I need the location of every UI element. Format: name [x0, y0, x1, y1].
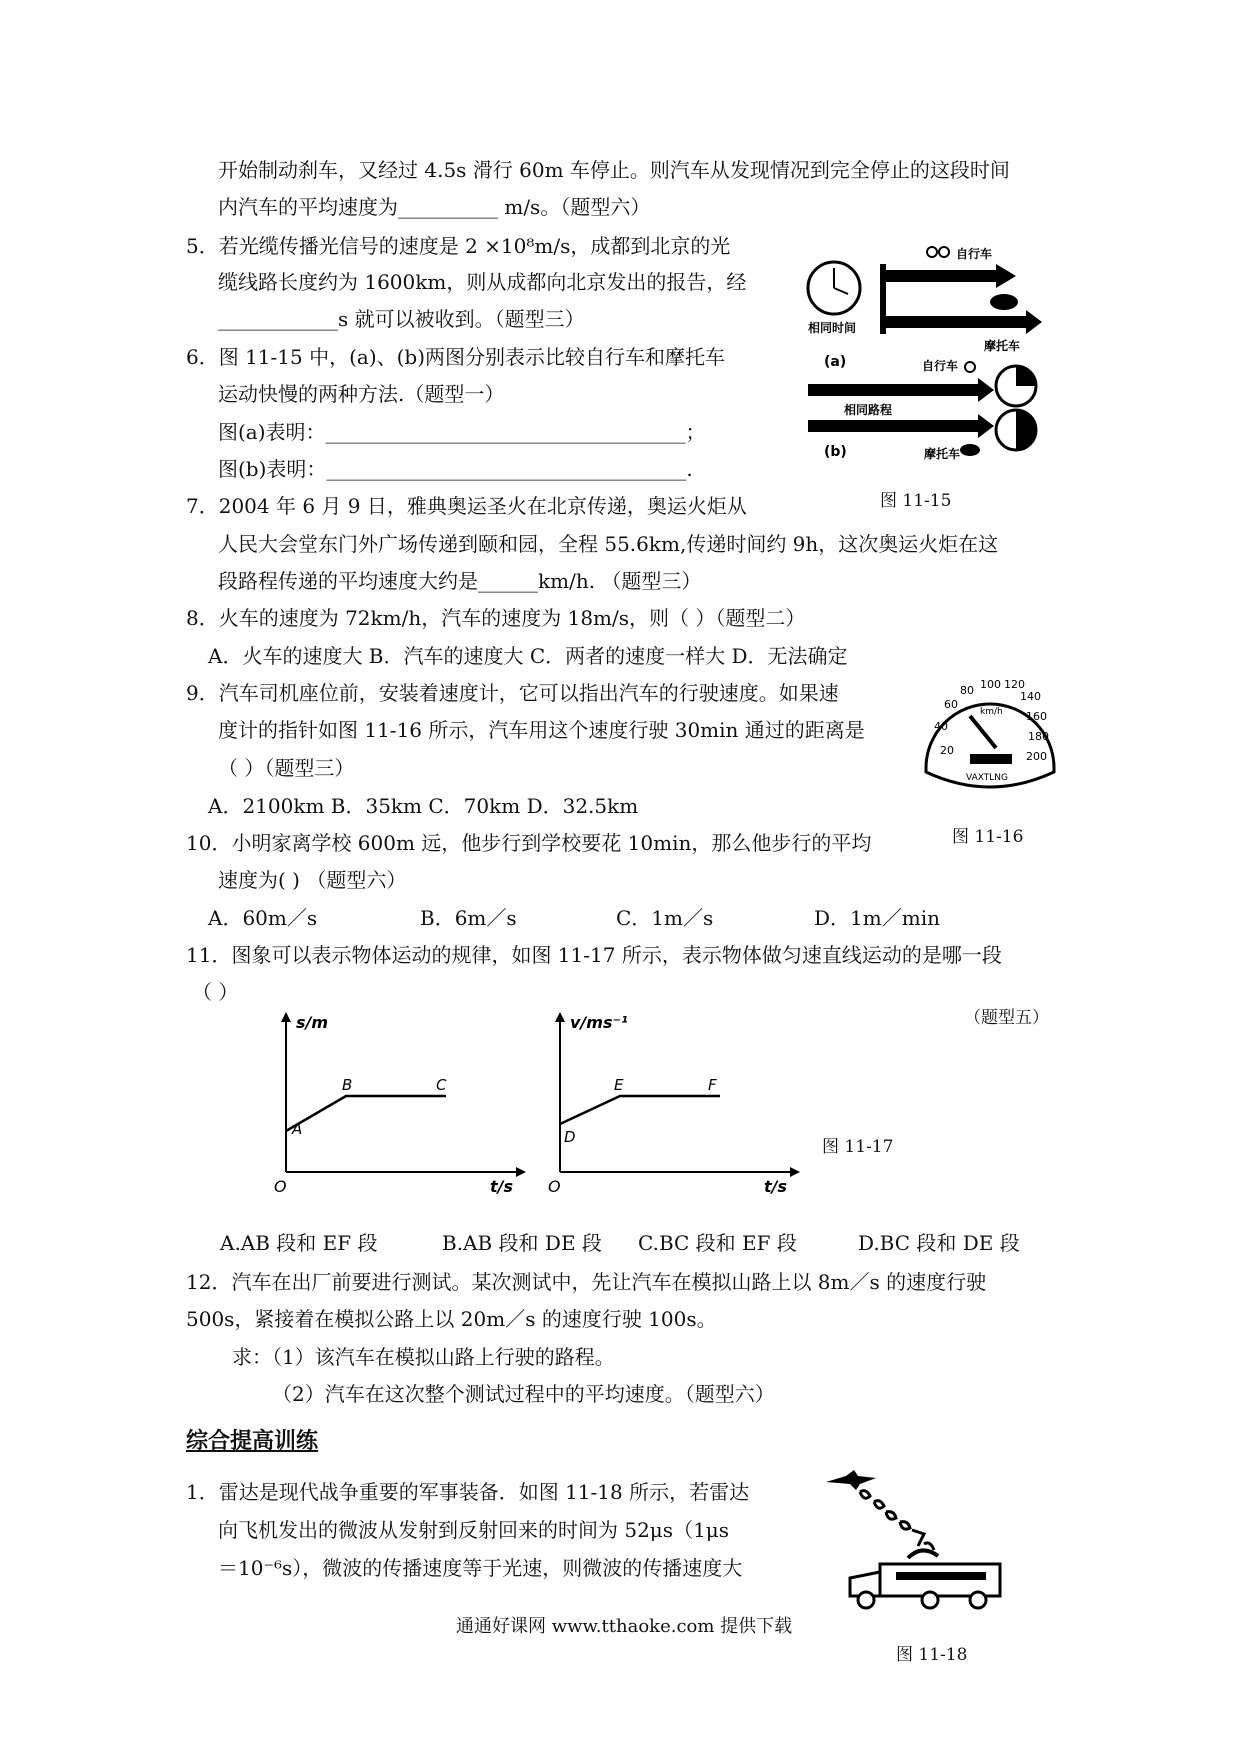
question-10: 10．小明家离学校 600m 远，他步行到学校要花 10min，那么他步行的平均 [186, 831, 872, 855]
label-same-time: 相同时间 [808, 321, 857, 335]
figure-caption: 图 11-16 [952, 827, 1024, 847]
comprehensive-question-1: 1．雷达是现代战争重要的军事装备．如图 11-18 所示，若雷达 [186, 1480, 750, 1504]
question-type-tag: （题型五） [964, 1008, 1049, 1028]
svg-text:km/h: km/h [980, 707, 1003, 717]
options-8: A．火车的速度大 B．汽车的速度大 C．两者的速度一样大 D．无法确定 [208, 644, 848, 668]
microwave-signal-icon [860, 1491, 934, 1550]
text-line: 人民大会堂东门外广场传递到颐和园，全程 55.6km,传递时间约 9h，这次奥运火炬在这 [218, 532, 999, 556]
text-line: 速度为( ) （题型六） [218, 868, 407, 892]
option-b: B．6m／s [420, 906, 517, 930]
question-7: 7．2004 年 6 月 9 日，雅典奥运圣火在北京传递，奥运火炬从 [186, 494, 747, 518]
svg-text:D: D [564, 1128, 576, 1146]
text-line: ＝10⁻⁶s），微波的传播速度等于光速，则微波的传播速度大 [218, 1556, 743, 1580]
question-11: 11．图象可以表示物体运动的规律，如图 11-17 所示，表示物体做匀速直线运动的是哪一段 [186, 943, 1002, 967]
bicycle-icon [927, 247, 937, 257]
text-line: 运动快慢的两种方法.（题型一） [218, 382, 505, 406]
options-9: A．2100km B．35km C．70km D．32.5km [208, 794, 639, 818]
question-12: 12．汽车在出厂前要进行测试。某次测试中，先让汽车在模拟山路上以 8m／s 的速度行驶 [186, 1270, 987, 1294]
option-d: D.BC 段和 DE 段 [858, 1231, 1020, 1255]
text-line: 求：（1）该汽车在模拟山路上行驶的路程。 [232, 1345, 615, 1369]
figure-11-18 [820, 1468, 1006, 1626]
figure-caption: 图 11-18 [896, 1645, 968, 1665]
svg-text:VAXTLNG: VAXTLNG [966, 773, 1008, 783]
figure-11-17-right [540, 1006, 800, 1202]
radar-dish-icon [908, 1550, 938, 1558]
text-line: 向飞机发出的微波从发射到反射回来的时间为 52μs（1μs [218, 1518, 730, 1542]
svg-text:40: 40 [934, 720, 948, 733]
airplane-icon [826, 1470, 876, 1490]
svg-text:60: 60 [944, 698, 958, 711]
motorcycle-icon [990, 294, 1018, 310]
question-6: 6．图 11-15 中，(a)、(b)两图分别表示比较自行车和摩托车 [186, 345, 726, 369]
svg-text:s/m: s/m [296, 1013, 329, 1032]
option-d: D．1m／min [814, 906, 940, 930]
figure-11-16 [914, 672, 1064, 798]
figure-11-17-left [266, 1006, 526, 1202]
svg-text:O: O [548, 1177, 561, 1196]
option-c: C.BC 段和 EF 段 [638, 1231, 797, 1255]
radar-truck-icon [850, 1564, 1000, 1608]
question-8: 8．火车的速度为 72km/h，汽车的速度为 18m/s，则（ ）（题型二） [186, 606, 806, 630]
text-line: 缆线路长度约为 1600km，则从成都向北京发出的报告，经 [218, 270, 747, 294]
s-t-curve [286, 1096, 446, 1131]
option-b: B.AB 段和 DE 段 [442, 1231, 602, 1255]
question-9: 9．汽车司机座位前，安装着速度计，它可以指出汽车的行驶速度。如果速 [186, 681, 839, 705]
label-a: (a) [824, 354, 847, 370]
svg-text:160: 160 [1026, 710, 1047, 723]
svg-text:F: F [708, 1076, 717, 1094]
text-line: 内汽车的平均速度为__________ m/s。（题型六） [218, 195, 651, 219]
svg-text:80: 80 [960, 684, 974, 697]
label-bicycle: 自行车 [956, 247, 993, 261]
svg-text:C: C [436, 1076, 447, 1094]
svg-text:B: B [342, 1076, 353, 1094]
footer-text: 通通好课网 www.tthaoke.com 提供下载 [456, 1616, 793, 1637]
svg-text:A: A [292, 1120, 303, 1138]
svg-text:140: 140 [1020, 690, 1041, 703]
svg-text:E: E [614, 1076, 624, 1094]
odometer [970, 754, 1012, 764]
text-line: 图(b)表明：____________________________________. [218, 457, 693, 481]
text-line: 开始制动刹车，又经过 4.5s 滑行 60m 车停止。则汽车从发现情况到完全停止的这段时间 [218, 158, 1010, 182]
text-line: 图(a)表明：____________________________________； [218, 420, 706, 444]
text-line: （ ） [192, 980, 239, 1004]
svg-text:O: O [274, 1177, 287, 1196]
figure-11-15 [804, 236, 1044, 472]
svg-text:20: 20 [940, 744, 954, 757]
text-line: （ ）（题型三） [218, 756, 355, 780]
svg-text:180: 180 [1028, 730, 1049, 743]
option-a: A.AB 段和 EF 段 [220, 1231, 378, 1255]
svg-text:v/ms⁻¹: v/ms⁻¹ [570, 1013, 628, 1032]
text-line: 度计的指针如图 11-16 所示，汽车用这个速度行驶 30min 通过的距离是 [218, 718, 865, 742]
label-motorcycle: 摩托车 [984, 339, 1021, 353]
option-a: A．60m／s [208, 906, 318, 930]
figure-caption: 图 11-15 [880, 491, 952, 511]
label-motorcycle-b: 摩托车 [924, 447, 961, 461]
option-c: C．1m／s [616, 906, 714, 930]
label-bicycle-b: 自行车 [922, 359, 959, 373]
figure-caption: 图 11-17 [822, 1137, 894, 1157]
svg-text:t/s: t/s [490, 1177, 514, 1196]
text-line: （2）汽车在这次整个测试过程中的平均速度。（题型六） [272, 1382, 775, 1406]
text-line: ____________s 就可以被收到。（题型三） [218, 307, 585, 331]
section-heading: 综合提高训练 [186, 1428, 319, 1454]
svg-text:t/s: t/s [764, 1177, 788, 1196]
svg-text:100: 100 [980, 678, 1001, 691]
question-5: 5．若光缆传播光信号的速度是 2 ×10⁸m/s，成都到北京的光 [186, 234, 731, 258]
svg-text:120: 120 [1004, 678, 1025, 691]
motorcycle-icon [960, 444, 980, 456]
text-line: 段路程传递的平均速度大约是______km/h. （题型三） [218, 569, 702, 593]
text-line: 500s，紧接着在模拟公路上以 20m／s 的速度行驶 100s。 [186, 1307, 717, 1331]
label-same-distance: 相同路程 [844, 403, 893, 417]
svg-text:200: 200 [1026, 750, 1047, 763]
v-t-curve [560, 1096, 720, 1124]
label-b: (b) [824, 444, 847, 460]
